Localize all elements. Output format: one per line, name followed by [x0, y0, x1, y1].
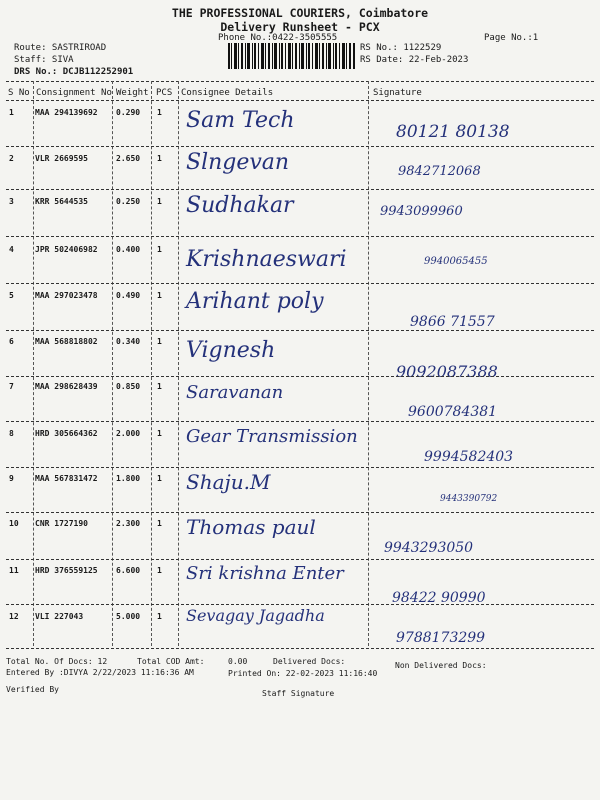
row-consignment: HRD 376559125 [35, 566, 98, 575]
row-weight: 0.490 [116, 291, 141, 300]
row-pcs: 1 [157, 382, 162, 391]
col-consignment: Consignment No [36, 88, 112, 98]
non-delivered-docs: Non Delivered Docs: [395, 661, 487, 670]
row-weight: 6.600 [116, 566, 141, 575]
row-signature: 9943099960 [380, 204, 463, 219]
row-pcs: 1 [157, 245, 162, 254]
row-pcs: 1 [157, 519, 162, 528]
row-pcs: 1 [157, 612, 162, 621]
row-pcs: 1 [157, 474, 162, 483]
row-signature: 9788173299 [396, 630, 486, 646]
row-weight: 0.250 [116, 197, 141, 206]
row-consignment: MAA 568818802 [35, 337, 98, 346]
row-sno: 11 [9, 566, 19, 575]
row-consignee: Sam Tech [186, 108, 295, 133]
row-weight: 0.340 [116, 337, 141, 346]
row-sno: 2 [9, 154, 14, 163]
row-weight: 5.000 [116, 612, 141, 621]
row-sno: 9 [9, 474, 14, 483]
row-weight: 0.290 [116, 108, 141, 117]
row-consignment: CNR 1727190 [35, 519, 88, 528]
row-consignment: HRD 305664362 [35, 429, 98, 438]
verified-by: Verified By [6, 685, 59, 694]
col-weight: Weight [116, 88, 149, 98]
entered-by: Entered By :DIVYA 2/22/2023 11:16:36 AM [6, 668, 194, 677]
row-pcs: 1 [157, 429, 162, 438]
row-sno: 1 [9, 108, 14, 117]
total-docs: Total No. Of Docs: 12 [6, 657, 108, 666]
row-consignment: VLR 2669595 [35, 154, 88, 163]
route-label: Route: SASTRIROAD [14, 43, 107, 53]
rs-date: RS Date: 22-Feb-2023 [360, 55, 469, 65]
row-consignee: Gear Transmission [186, 426, 358, 447]
row-pcs: 1 [157, 337, 162, 346]
row-consignee: Sevagay Jagadha [186, 606, 325, 625]
row-pcs: 1 [157, 154, 162, 163]
row-signature: 9866 71557 [410, 314, 495, 330]
col-sno: S No [8, 88, 30, 98]
printed-on: Printed On: 22-02-2023 11:16:40 [228, 669, 378, 678]
row-consignee: Saravanan [186, 382, 284, 403]
total-cod-label: Total COD Amt: [137, 657, 205, 666]
col-pcs: PCS [156, 88, 173, 98]
row-consignment: MAA 567831472 [35, 474, 98, 483]
row-signature: 9600784381 [408, 404, 498, 420]
col-consignee: Consignee Details [181, 88, 274, 98]
row-consignee: Vignesh [186, 338, 276, 363]
staff-label: Staff: SIVA [14, 55, 74, 65]
row-sno: 10 [9, 519, 19, 528]
row-weight: 2.300 [116, 519, 141, 528]
row-signature: 98422 90990 [392, 590, 486, 606]
drs-number: DRS No.: DCJB112252901 [14, 67, 134, 77]
row-consignment: MAA 297023478 [35, 291, 98, 300]
row-sno: 12 [9, 612, 19, 621]
staff-signature: Staff Signature [262, 689, 335, 698]
row-pcs: 1 [157, 291, 162, 300]
row-signature: 9940065455 [424, 256, 488, 267]
row-consignee: Sudhakar [186, 193, 294, 218]
row-consignee: Sri krishna Enter [186, 563, 344, 584]
row-sno: 8 [9, 429, 14, 438]
row-signature: 9943293050 [384, 540, 474, 556]
rs-number: RS No.: 1122529 [360, 43, 442, 53]
delivered-docs: Delivered Docs: [273, 657, 346, 666]
row-weight: 0.400 [116, 245, 141, 254]
document-title: Delivery Runsheet - PCX [220, 20, 380, 34]
row-pcs: 1 [157, 197, 162, 206]
row-signature: 9842712068 [398, 164, 481, 179]
row-sno: 3 [9, 197, 14, 206]
row-sno: 4 [9, 245, 14, 254]
barcode [228, 43, 356, 69]
row-consignment: JPR 502406982 [35, 245, 98, 254]
phone-number: Phone No.:0422-3505555 [218, 33, 338, 43]
row-weight: 2.650 [116, 154, 141, 163]
page-number: Page No.:1 [484, 33, 539, 43]
row-weight: 0.850 [116, 382, 141, 391]
row-signature: 9092087388 [396, 362, 498, 381]
row-consignment: VLI 227043 [35, 612, 84, 621]
row-consignee: Slngevan [186, 150, 290, 175]
company-name: THE PROFESSIONAL COURIERS, Coimbatore [171, 6, 429, 20]
total-cod-value: 0.00 [228, 657, 248, 666]
col-signature: Signature [373, 88, 422, 98]
row-pcs: 1 [157, 108, 162, 117]
row-consignee: Thomas paul [186, 515, 316, 539]
row-signature: 9994582403 [424, 449, 514, 465]
row-consignment: KRR 5644535 [35, 197, 88, 206]
row-sno: 6 [9, 337, 14, 346]
row-consignee: Arihant poly [186, 289, 324, 314]
row-signature: 9443390792 [440, 494, 498, 504]
row-consignee: Krishnaeswari [186, 247, 347, 272]
row-signature: 80121 80138 [396, 122, 510, 142]
row-consignment: MAA 298628439 [35, 382, 98, 391]
row-pcs: 1 [157, 566, 162, 575]
row-consignment: MAA 294139692 [35, 108, 98, 117]
row-sno: 5 [9, 291, 14, 300]
row-weight: 2.000 [116, 429, 141, 438]
row-weight: 1.800 [116, 474, 141, 483]
row-consignee: Shaju.M [186, 470, 271, 494]
row-sno: 7 [9, 382, 14, 391]
